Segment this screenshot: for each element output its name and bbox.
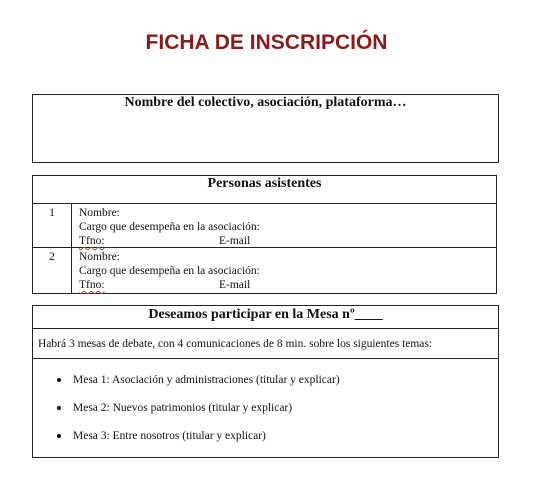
table-selection-intro: Habrá 3 mesas de debate, con 4 comunicaciones de 8 min. sobre los siguientes temas:	[33, 329, 498, 359]
attendees-table	[32, 175, 497, 294]
attendee-email-label: E-mail	[219, 235, 251, 247]
attendee-role-label: Cargo que desempeña en la asociación:	[79, 221, 260, 233]
attendee-number: 2	[33, 248, 72, 293]
attendees-header: Personas asistentes	[33, 176, 496, 204]
list-item: Mesa 3: Entre nosotros (titular y explicar)	[33, 429, 498, 457]
attendee-email-label: E-mail	[219, 279, 251, 291]
organization-name-box[interactable]	[32, 94, 499, 163]
bullet-icon	[57, 406, 61, 410]
bullet-icon	[57, 434, 61, 438]
list-item: Mesa 2: Nuevos patrimonios (titular y explicar)	[33, 401, 498, 429]
organization-name-header: Nombre del colectivo, asociación, plataforma…	[124, 95, 407, 110]
mesa-list	[33, 373, 498, 457]
list-item: Mesa 1: Asociación y administraciones (titular y explicar)	[33, 373, 498, 401]
attendee-row[interactable]	[33, 248, 496, 293]
table-selection-box	[32, 305, 499, 458]
attendee-phone-label: Tfno:	[79, 235, 105, 247]
form-title: FICHA DE INSCRIPCIÓN	[145, 31, 388, 54]
attendee-role-label: Cargo que desempeña en la asociación:	[79, 265, 260, 277]
attendee-number: 1	[33, 204, 72, 247]
attendee-name-label: Nombre:	[79, 207, 120, 219]
table-selection-header: Deseamos participar en la Mesa nº____	[33, 306, 498, 329]
bullet-icon	[57, 378, 61, 382]
attendee-row[interactable]	[33, 204, 496, 248]
attendee-name-label: Nombre:	[79, 251, 120, 263]
attendee-phone-label: Tfno:	[79, 279, 105, 291]
